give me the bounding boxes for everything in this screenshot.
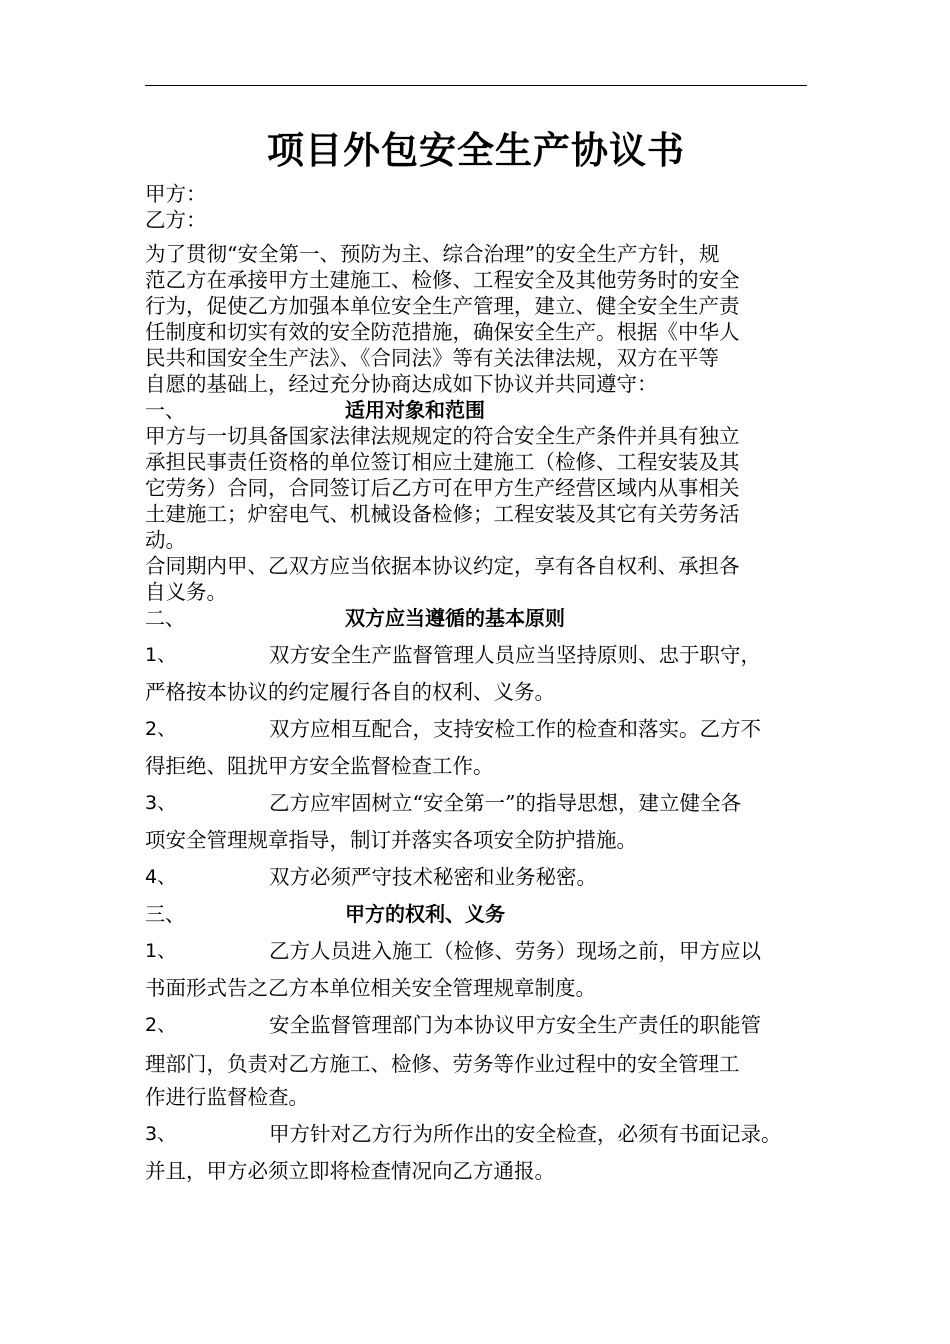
section-1-paragraph-2 (145, 553, 807, 605)
item-text-continued: 严格按本协议的约定履行各自的权利、义务。 (145, 680, 555, 704)
intro-line: 行为，促使乙方加强本单位安全生产管理，建立、健全安全生产责 (145, 294, 740, 318)
party-b-label: 乙方： (145, 208, 207, 232)
item-number: 2、 (145, 718, 177, 740)
item-text-continued: 理部门，负责对乙方施工、检修、劳务等作业过程中的安全管理工 (145, 1052, 740, 1076)
item-text: 乙方人员进入施工（检修、劳务）现场之前，甲方应以 (269, 939, 761, 963)
intro-line: 范乙方在承接甲方土建施工、检修、工程安全及其他劳务时的安全 (145, 268, 740, 292)
item-text: 安全监督管理部门为本协议甲方安全生产责任的职能管 (269, 1013, 761, 1037)
header-rule (145, 85, 807, 86)
item-text-continued: 书面形式告之乙方本单位相关安全管理规章制度。 (145, 976, 596, 1000)
document-title: 项目外包安全生产协议书 (267, 129, 685, 172)
paragraph-line: 自义务。 (145, 580, 227, 604)
section-2-item-1 (145, 637, 807, 711)
section-2-item-3 (145, 785, 807, 859)
item-number: 3、 (145, 1123, 177, 1145)
item-text-continued: 并且，甲方必须立即将检查情况向乙方通报。 (145, 1159, 555, 1183)
section-3-item-2 (145, 1007, 807, 1110)
item-text: 双方应相互配合，支持安检工作的检查和落实。乙方不 (269, 717, 761, 741)
item-text: 甲方针对乙方行为所作出的安全检查，必须有书面记录。 (269, 1122, 782, 1146)
intro-line: 为了贯彻“安全第一、预防为主、综合治理”的安全生产方针，规 (145, 242, 720, 266)
intro-line: 民共和国安全生产法》、《合同法》等有关法律法规，双方在平等 (145, 346, 719, 370)
section-1-paragraph-1 (145, 423, 807, 553)
party-a-label: 甲方： (145, 182, 207, 206)
item-number: 4、 (145, 866, 177, 888)
section-1-number: 一、 (145, 398, 185, 422)
section-2-title: 双方应当遵循的基本原则 (345, 606, 565, 630)
intro-line: 任制度和切实有效的安全防范措施，确保安全生产。根据《中华人 (145, 320, 740, 344)
item-text: 双方安全生产监督管理人员应当坚持原则、忠于职守， (269, 643, 761, 667)
item-number: 3、 (145, 792, 177, 814)
paragraph-line: 动。 (145, 528, 186, 552)
section-1-title: 适用对象和范围 (345, 398, 485, 422)
item-text-continued: 得拒绝、阻扰甲方安全监督检查工作。 (145, 754, 494, 778)
document-body (145, 181, 807, 1190)
section-2-number: 二、 (145, 606, 185, 630)
intro-paragraph (145, 241, 807, 397)
item-number: 1、 (145, 940, 177, 962)
intro-line: 自愿的基础上，经过充分协商达成如下协议并共同遵守： (145, 372, 658, 396)
section-1-heading (145, 397, 807, 423)
item-text: 双方必须严守技术秘密和业务秘密。 (269, 865, 597, 889)
item-text-continued: 项安全管理规章指导，制订并落实各项安全防护措施。 (145, 828, 637, 852)
section-3-title: 甲方的权利、义务 (345, 902, 505, 926)
paragraph-line: 土建施工；炉窑电气、机械设备检修；工程安装及其它有关劳务活 (145, 502, 740, 526)
section-3-item-3 (145, 1116, 807, 1190)
section-3-number: 三、 (145, 902, 185, 926)
section-3-item-1 (145, 933, 807, 1007)
item-text: 乙方应牢固树立“安全第一”的指导思想，建立健全各 (269, 791, 741, 815)
section-3-heading (145, 896, 807, 933)
section-2-heading (145, 605, 807, 631)
section-2-item-2 (145, 711, 807, 785)
paragraph-line: 合同期内甲、乙双方应当依据本协议约定，享有各自权利、承担各 (145, 554, 740, 578)
item-number: 2、 (145, 1014, 177, 1036)
item-number: 1、 (145, 644, 177, 666)
paragraph-line: 它劳务）合同，合同签订后乙方可在甲方生产经营区域内从事相关 (145, 476, 740, 500)
item-text-continued: 作进行监督检查。 (145, 1085, 309, 1109)
paragraph-line: 甲方与一切具备国家法律法规规定的符合安全生产条件并具有独立 (145, 424, 740, 448)
section-2-item-4 (145, 859, 807, 896)
paragraph-line: 承担民事责任资格的单位签订相应土建施工（检修、工程安装及其 (145, 450, 740, 474)
